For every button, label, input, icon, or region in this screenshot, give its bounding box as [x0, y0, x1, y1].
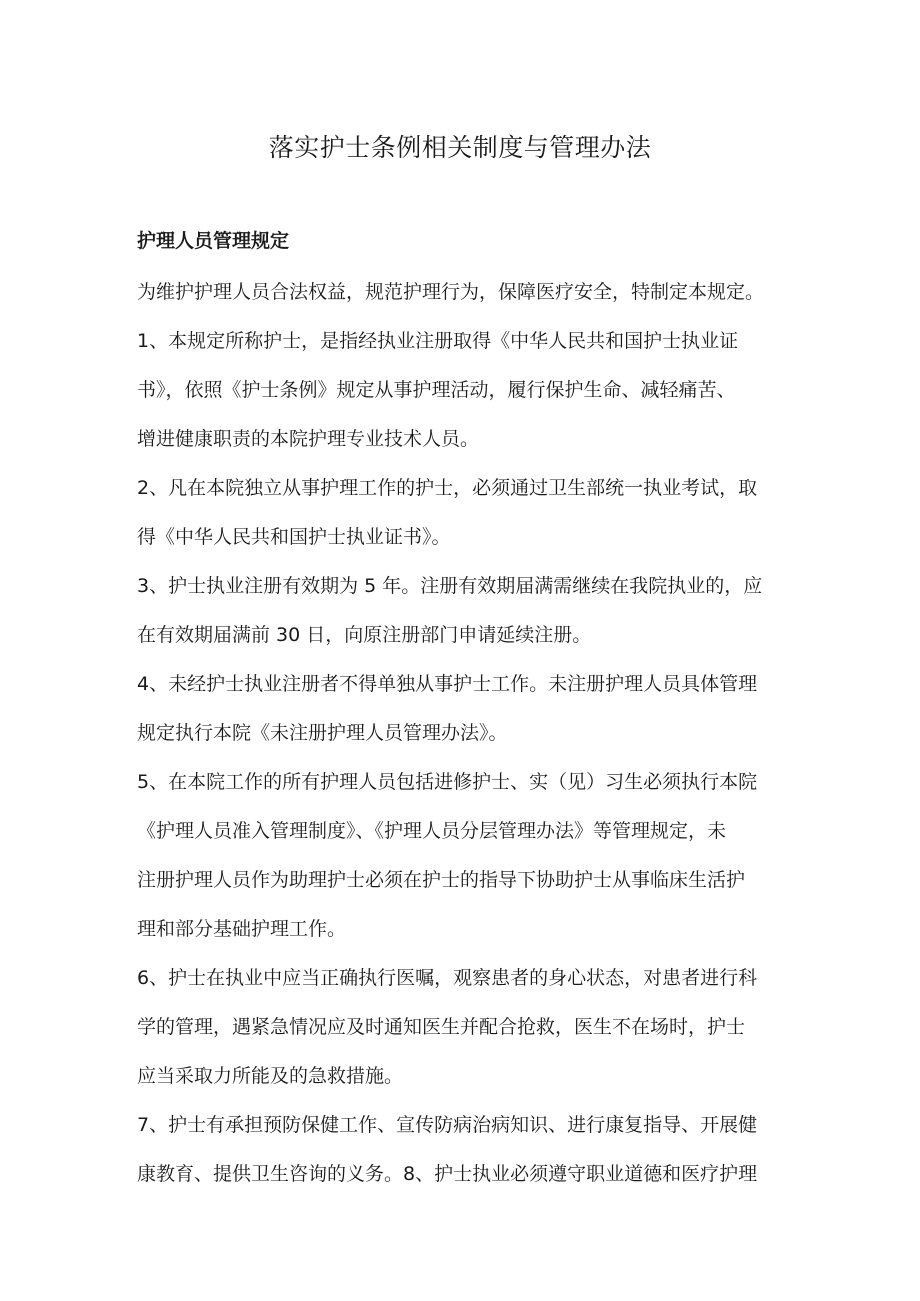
paragraph-item-4	[137, 660, 797, 758]
text-line: 应当采取力所能及的急救措施。	[137, 1065, 404, 1087]
text-line: 得《中华人民共和国护士执业证书》。	[137, 526, 451, 548]
text-line: 注册护理人员作为助理护士必须在护士的指导下协助护士从事临床生活护	[137, 869, 746, 891]
paragraph-item-7	[137, 1101, 797, 1199]
text-line: 为维护护理人员合法权益，规范护理行为，保障医疗安全，特制定本规定。	[137, 281, 765, 303]
paragraph-item-1	[137, 317, 797, 464]
paragraph-intro	[137, 268, 797, 317]
paragraph-item-6	[137, 954, 797, 1101]
text-line: 4、未经护士执业注册者不得单独从事护士工作。未注册护理人员具体管理	[137, 673, 758, 695]
section-heading: 护理人员管理规定	[137, 230, 290, 252]
text-line: 在有效期届满前 30 日，向原注册部门申请延续注册。	[137, 624, 592, 646]
text-line: 《护理人员准入管理制度》、《护理人员分层管理办法》等管理规定，未	[137, 820, 727, 842]
text-line: 理和部分基础护理工作。	[137, 918, 347, 940]
text-line: 增进健康职责的本院护理专业技术人员。	[137, 428, 480, 450]
text-line: 1、本规定所称护士，是指经执业注册取得《中华人民共和国护士执业证	[137, 330, 739, 352]
text-line: 6、护士在执业中应当正确执行医嘱，观察患者的身心状态，对患者进行科	[137, 967, 758, 989]
paragraph-item-3	[137, 562, 797, 660]
text-line: 3、护士执业注册有效期为 5 年。注册有效期届满需继续在我院执业的，应	[137, 575, 763, 597]
document-body	[137, 268, 797, 1199]
document-title: 落实护士条例相关制度与管理办法	[268, 133, 652, 162]
text-line: 2、凡在本院独立从事护理工作的护士，必须通过卫生部统一执业考试，取	[137, 477, 758, 499]
text-line: 学的管理，遇紧急情况应及时通知医生并配合抢救，医生不在场时，护士	[137, 1016, 746, 1038]
text-line: 康教育、提供卫生咨询的义务。8、护士执业必须遵守职业道德和医疗护理	[137, 1163, 758, 1185]
text-line: 规定执行本院《未注册护理人员管理办法》。	[137, 722, 508, 744]
text-line: 5、在本院工作的所有护理人员包括进修护士、实（见）习生必须执行本院	[137, 771, 758, 793]
text-line: 书》，依照《护士条例》规定从事护理活动，履行保护生命、减轻痛苦、	[137, 379, 736, 401]
paragraph-item-5	[137, 758, 797, 954]
text-line: 7、护士有承担预防保健工作、宣传防病治病知识、进行康复指导、开展健	[137, 1114, 758, 1136]
paragraph-item-2	[137, 464, 797, 562]
